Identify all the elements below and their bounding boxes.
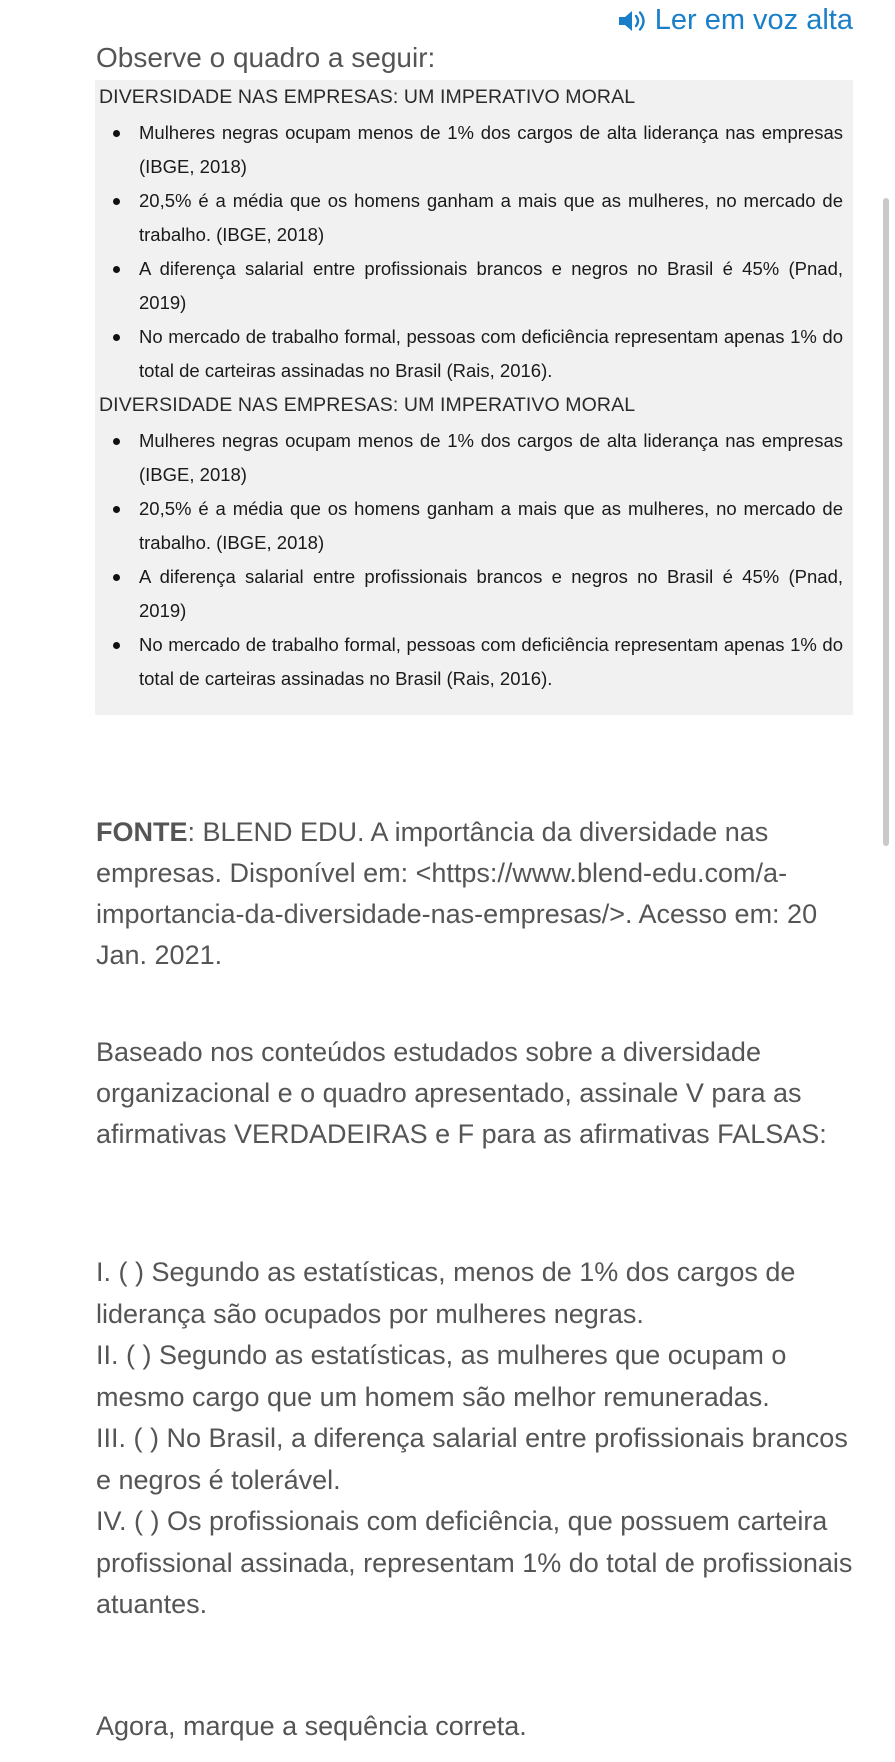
quadro-list-item: 20,5% é a média que os homens ganham a mais que as mulheres, no mercado de trabalho. (IBGE, 2018) bbox=[95, 492, 853, 560]
speaker-icon bbox=[617, 8, 647, 34]
quadro-list-item: Mulheres negras ocupam menos de 1% dos cargos de alta liderança nas empresas (IBGE, 2018) bbox=[95, 116, 853, 184]
question-prompt: Baseado nos conteúdos estudados sobre a diversidade organizacional e o quadro apresentado, assinale V para as afirmativas VERDADEIRAS e F para as afirmativas FALSAS: bbox=[96, 1037, 827, 1149]
read-aloud-label: Ler em voz alta bbox=[654, 4, 853, 36]
read-aloud-button[interactable] bbox=[617, 4, 853, 37]
quadro-list-item: A diferença salarial entre profissionais brancos e negros no Brasil é 45% (Pnad, 2019) bbox=[95, 560, 853, 628]
source-text: : BLEND EDU. A importância da diversidade nas empresas. Disponível em: <https://www.blend-edu.com/a-importancia-da-diversidade-nas-empresas/>. Acesso em: 20 Jan. 2021. bbox=[96, 817, 818, 970]
intro-text: Observe o quadro a seguir: bbox=[96, 42, 436, 73]
quadro-block bbox=[95, 388, 853, 696]
quadro-list-item: No mercado de trabalho formal, pessoas com deficiência representam apenas 1% do total de carteiras assinadas no Brasil (Rais, 2016). bbox=[95, 628, 853, 696]
quadro-list bbox=[95, 424, 853, 696]
quadro-block bbox=[95, 80, 853, 388]
source-citation bbox=[96, 812, 856, 976]
quadro-title: DIVERSIDADE NAS EMPRESAS: UM IMPERATIVO MORAL bbox=[99, 394, 636, 416]
quadro-list-item: No mercado de trabalho formal, pessoas com deficiência representam apenas 1% do total de carteiras assinadas no Brasil (Rais, 2016). bbox=[95, 320, 853, 388]
statement-item: IV. ( ) Os profissionais com deficiência, que possuem carteira profissional assinada, representam 1% do total de profissionais atuantes. bbox=[96, 1506, 853, 1619]
quadro-image bbox=[95, 80, 853, 715]
quadro-title: DIVERSIDADE NAS EMPRESAS: UM IMPERATIVO MORAL bbox=[99, 86, 636, 108]
quadro-list-item: Mulheres negras ocupam menos de 1% dos cargos de alta liderança nas empresas (IBGE, 2018) bbox=[95, 424, 853, 492]
statement-list bbox=[96, 1252, 856, 1626]
quadro-list-item: 20,5% é a média que os homens ganham a mais que as mulheres, no mercado de trabalho. (IBGE, 2018) bbox=[95, 184, 853, 252]
statement-item: III. ( ) No Brasil, a diferença salarial entre profissionais brancos e negros é tolerável. bbox=[96, 1423, 848, 1495]
quadro-list bbox=[95, 116, 853, 388]
quadro-list-item: A diferença salarial entre profissionais brancos e negros no Brasil é 45% (Pnad, 2019) bbox=[95, 252, 853, 320]
closing-instruction: Agora, marque a sequência correta. bbox=[96, 1711, 527, 1741]
scrollbar[interactable] bbox=[883, 198, 889, 846]
source-label: FONTE bbox=[96, 817, 188, 847]
statement-item: II. ( ) Segundo as estatísticas, as mulheres que ocupam o mesmo cargo que um homem são melhor remuneradas. bbox=[96, 1340, 787, 1412]
statement-item: I. ( ) Segundo as estatísticas, menos de 1% dos cargos de liderança são ocupados por mulheres negras. bbox=[96, 1257, 796, 1329]
